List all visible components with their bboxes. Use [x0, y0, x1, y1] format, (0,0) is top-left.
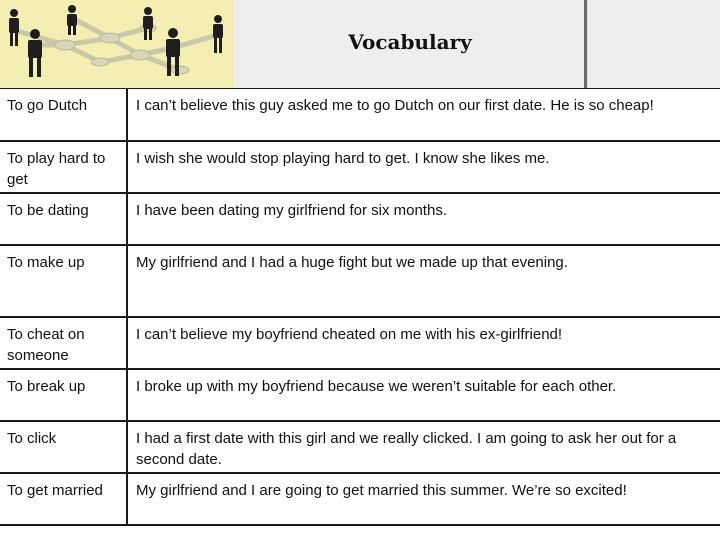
example-cell: I can’t believe this guy asked me to go Dutch on our first date. He is so cheap!: [136, 97, 654, 114]
term-cell: To go Dutch: [0, 89, 128, 140]
header-divider-highlight: [587, 0, 588, 88]
term-cell: To break up: [0, 370, 128, 420]
table-row: [0, 318, 720, 370]
term-cell: To play hard to get: [0, 142, 128, 192]
table-row: [0, 370, 720, 422]
example-cell: I broke up with my boyfriend because we weren’t suitable for each other.: [136, 378, 617, 395]
example-cell: I had a first date with this girl and we really clicked. I am going to ask her out for a second date.: [136, 430, 677, 468]
term-cell: To cheat on someone: [0, 318, 128, 368]
table-row: [0, 89, 720, 142]
example-cell: My girlfriend and I are going to get married this summer. We’re so excited!: [136, 482, 627, 499]
table-row: [0, 422, 720, 474]
term-cell: To make up: [0, 246, 128, 316]
network-people-image: [0, 0, 234, 88]
term-cell: To be dating: [0, 194, 128, 244]
table-row: [0, 194, 720, 246]
vocabulary-table: [0, 88, 720, 525]
example-cell: I can’t believe my boyfriend cheated on me with his ex-girlfriend!: [136, 326, 563, 343]
people-network-icon: [0, 0, 234, 88]
page-title: Vocabulary: [348, 30, 472, 54]
example-cell: I wish she would stop playing hard to get. I know she likes me.: [136, 150, 550, 167]
example-cell: My girlfriend and I had a huge fight but we made up that evening.: [136, 254, 568, 271]
table-row: [0, 474, 720, 526]
table-row: [0, 246, 720, 318]
term-cell: To click: [0, 422, 128, 472]
term-cell: To get married: [0, 474, 128, 524]
example-cell: I have been dating my girlfriend for six months.: [136, 202, 447, 219]
slide-header: [0, 0, 720, 88]
table-row: [0, 142, 720, 194]
